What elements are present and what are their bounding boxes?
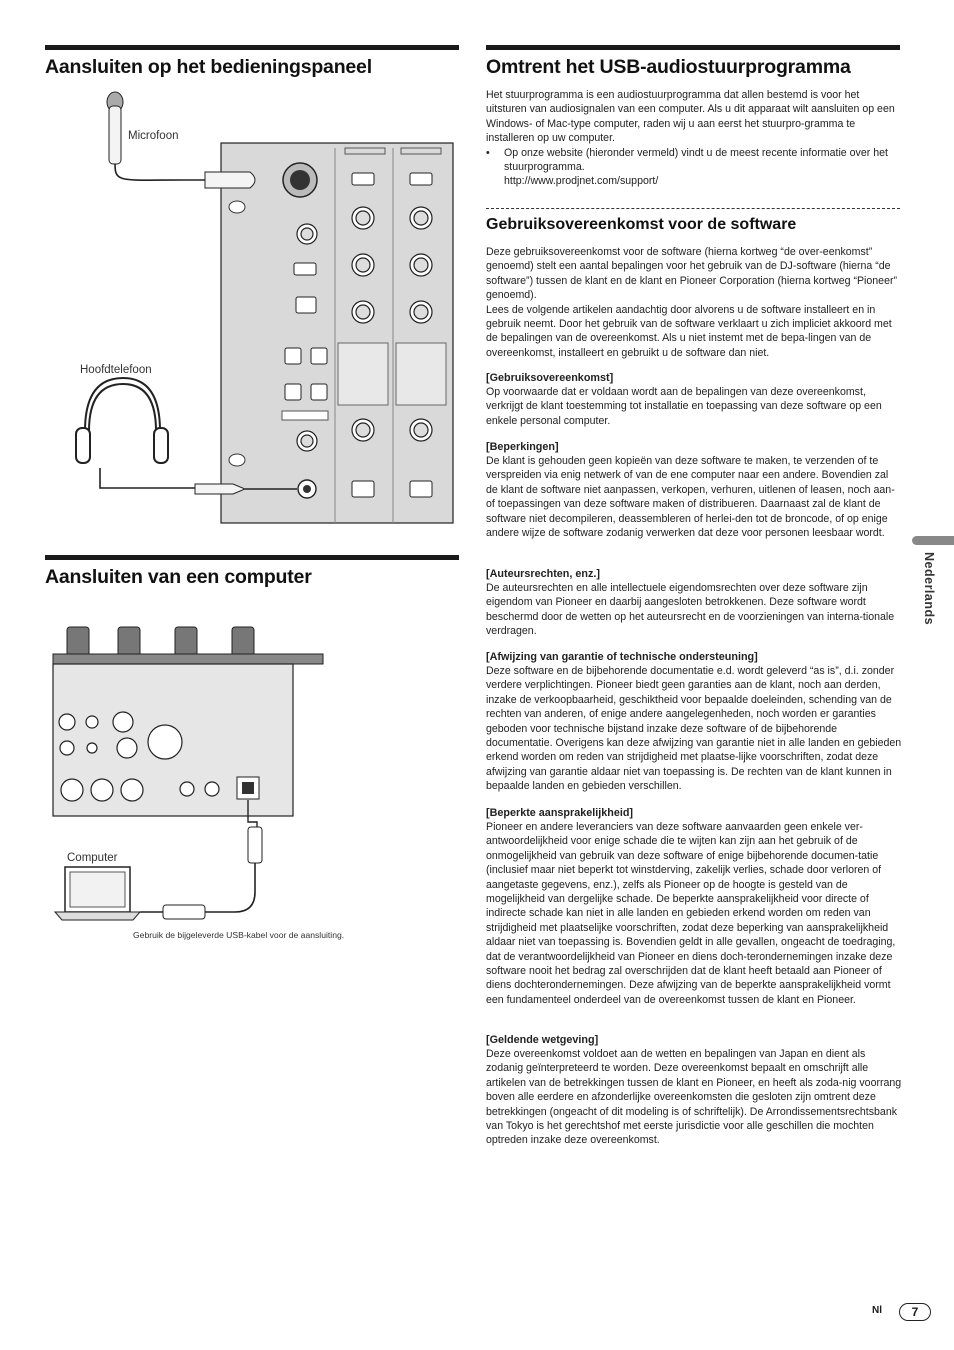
usb-port [242, 782, 254, 794]
bullet-icon: • [486, 146, 490, 159]
section-rule-2 [45, 555, 459, 560]
clause-governing-law [486, 1033, 902, 1148]
figure-computer-connection [45, 622, 345, 922]
agreement-intro-para-2: Lees de volgende artikelen aandachtig door alvorens u de software installeert en in gebruik neemt. Door het gebruik van de software verklaart u zich impliciet akkoord met de bepalingen van de overeenkomst. Als u niet instemt met de bepa-lingen van de overeenkomst, installeert en gebruikt u de software dan niet. [486, 303, 892, 359]
label-microphone: Microfoon [128, 130, 179, 142]
clause-copyright [486, 567, 902, 639]
clause-governing-law-text: Deze overeenkomst voldoet aan de wetten en bepalingen van Japan en dient als zodanig geïnterpreteerd te worden. Deze overeenkomst bepaalt en omschrijft alle artikelen van de betrekkingen tussen de klant en Pioneer, en heeft als zoda-nig voorrang boven alle eerdere en afzonderlijke overeenkomsten die gesloten zijn omtrent deze betrekkingen (ongeacht of dit modeling is of schriftelijk). De Arrondissementsrechtsbank van Tokyo is het gerechtshof met eerste jurisdictie voor alle geschillen die mochten optreden inzake deze overeenkomst. [486, 1048, 902, 1147]
clause-usage-title: [Gebruiksovereenkomst] [486, 372, 614, 384]
clause-warranty-title: [Afwijzing van garantie of technische ondersteuning] [486, 651, 758, 663]
figure-caption-usb: Gebruik de bijgeleverde USB-kabel voor de aansluiting. [133, 930, 345, 940]
agreement-intro [486, 245, 902, 360]
footer-language-code: Nl [872, 1305, 882, 1316]
dashed-divider [486, 208, 900, 209]
control-panel [221, 143, 453, 523]
agreement-intro-para-1: Deze gebruiksovereenkomst voor de software (hierna kortweg “de over-eenkomst” genoemd) stelt een aantal bepalingen voor het gebruik van de DJ-software (hierna “de software”) tussen de klant en de klant en Pioneer Corporation (hierna kortweg “Pioneer” genoemd). [486, 246, 898, 302]
language-tab: Nederlands [922, 552, 936, 626]
headphones-icon [76, 378, 168, 463]
section-title-computer: Aansluiten van een computer [45, 566, 312, 588]
clause-usage [486, 371, 902, 428]
clause-liability-text: Pioneer en andere leveranciers van deze software aanvaarden geen enkele ver-antwoordelijkheid voor enige schade die te wijten kan zijn aan het gebruik of de onmogelijkheid van gebruik van deze software of enige bijbehorende documen-tatie (inclusief maar niet beperkt tot winstderving, zakelijk verlies, schade door verloren of aangetaste gegevens, enz.), zelfs als Pioneer op de hoogte is gesteld van de mogelijkheid van dergelijke schade. De beperkte aansprakelijkheid voor directe of indirecte schade kan niet in alle landen en gebieden erkend worden om reden van strijdigheid met plaatselijke voorschriften, zodat deze beperking van aansprakelijkheid aldaar niet van toepassing is. Bovendien geldt in alle gevallen, ongeacht de toedraging, dat de verantwoordelijkheid van Pioneer en diens doch-terondernemingen inzake deze software nooit het bedrag zal overschrijden dat de klant heeft betaald aan Pioneer of diens dochterondernemingen. Deze afwijzing van de beperkte aansprakelijkheid vormt een fundamenteel onderdeel van de overeenkomst tussen de klant en Pioneer. [486, 821, 896, 1006]
figure-control-panel-connection [45, 88, 459, 528]
clause-liability [486, 806, 902, 1007]
section-title-usb-driver: Omtrent het USB-audiostuurprogramma [486, 56, 851, 78]
label-headphones: Hoofdtelefoon [80, 364, 152, 376]
clause-restrictions [486, 440, 902, 540]
clause-usage-text: Op voorwaarde dat er voldaan wordt aan de bepalingen van deze overeenkomst, verkrijgt de klant toestemming tot installatie en toepassing van deze software op een enkele personal computer. [486, 386, 882, 427]
laptop-icon [55, 867, 140, 920]
clause-copyright-text: De auteursrechten en alle intellectuele eigendomsrechten over deze software zijn eigendom van Pioneer en daarbij aangesloten betrokkenen. Deze software wordt beschermd door de wetten op het auteursrecht en de voorzieningen van interna-tionale verdragen. [486, 582, 895, 638]
section-rule-1 [45, 45, 459, 50]
section-rule-3 [486, 45, 900, 50]
clause-restrictions-text: De klant is gehouden geen kopieën van deze software te maken, te verzenden of te verspreiden via enig netwerk of van de ene computer naar een andere. Bovendien zal de klant de software niet aanpassen, verkopen, verhuren, uitlenen of leasen, noch aan- of toepassingen van deze software maken of distribueren. Daarnaast zal de klant de software niet decompileren, deassembleren of herlei-den tot de broncode, of op enige andere wijze de software zodanig verwerken dat deze voor personen leesbaar wordt. [486, 455, 895, 540]
clause-warranty-text: Deze software en de bijbehorende documentatie e.d. wordt geleverd “as is”, d.i. zonder verdere verplichtingen. Pioneer biedt geen garanties aan de klant, noch aan derden, inzake de verkoopbaarheid, geschiktheid voor bepaalde doeleinden, schending van de rechten van anderen, of enige andere aangelegenheden, noch worden er garanties geboden voor technische bijstand inzake deze software of de bijbehorende documentatie. Overigens kan deze afwijzing van garantie niet in alle landen en gebieden erkend worden om reden van strijdigheid met plaatse-lijke voorschriften, zodat deze afwijzing van garantie aldaar niet van toepassing is. De rechten van de klant kunnen in bepaalde landen en gebieden verschillen. [486, 665, 902, 793]
section-title-software-agreement: Gebruiksovereenkomst voor de software [486, 216, 797, 233]
usb-driver-bullet: Op onze website (hieronder vermeld) vindt u de meest recente informatie over het stuurprogramma. [504, 146, 888, 174]
clause-liability-title: [Beperkte aansprakelijkheid] [486, 807, 634, 819]
page-number: 7 [899, 1303, 931, 1321]
microphone-icon [107, 92, 123, 164]
clause-warranty [486, 650, 902, 794]
usb-driver-paragraph: Het stuurprogramma is een audiostuurprogramma dat allen bestemd is voor het uitsturen van audiosignalen van een computer. Als u dit apparaat wilt aansluiten op een Windows- of Mac-type computer, raden wij u aan eerst het stuurpro-gramma te installeren op uw computer. [486, 89, 895, 145]
section-title-control-panel: Aansluiten op het bedieningspaneel [45, 56, 372, 78]
support-url-link[interactable]: http://www.prodjnet.com/support/ [504, 175, 659, 188]
clause-governing-law-title: [Geldende wetgeving] [486, 1034, 599, 1046]
usb-driver-block [486, 88, 902, 189]
clause-restrictions-title: [Beperkingen] [486, 441, 559, 453]
language-tab-bar [912, 536, 954, 545]
label-computer: Computer [67, 852, 118, 864]
clause-copyright-title: [Auteursrechten, enz.] [486, 568, 600, 580]
